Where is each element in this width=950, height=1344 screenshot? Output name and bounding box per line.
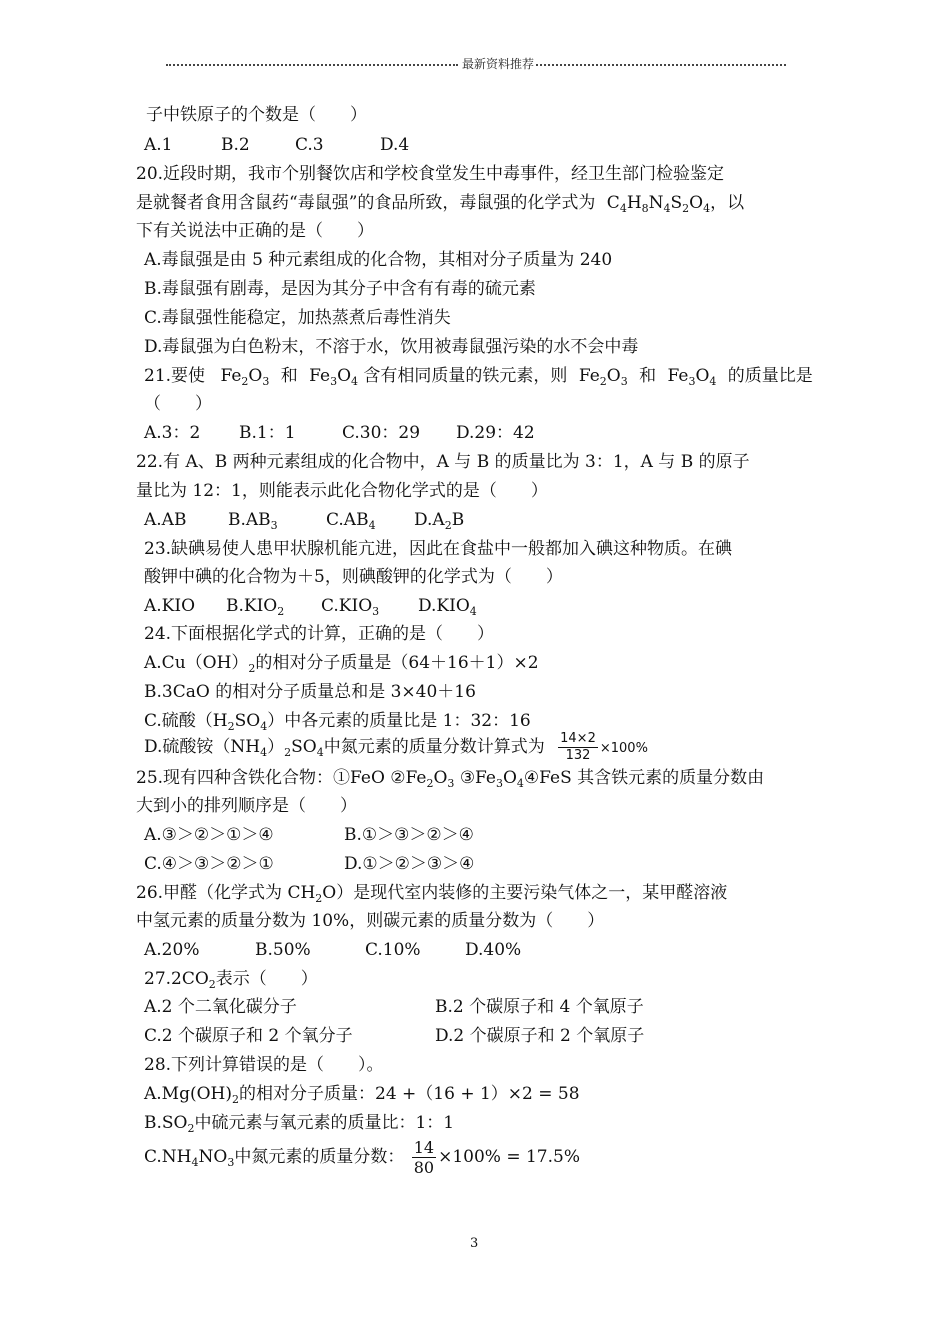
q20-option-a: A.毒鼠强是由 5 种元素组成的化合物，其相对分子质量为 240: [144, 250, 613, 270]
q19-option-b: B.2: [221, 135, 250, 155]
q21-option-b: B.1：1: [239, 423, 296, 443]
q22-option-d: $D.A_2B$: [414, 510, 465, 532]
q26-option-b: B.50%: [255, 940, 311, 960]
q23-stem-line1: 23.缺碘易使人患甲状腺机能亢进，因此在食盐中一般都加入碘这种物质。在碘: [144, 539, 733, 559]
page-header: [166, 52, 786, 76]
q23-option-a: A.KIO: [144, 596, 196, 616]
q28-option-b: $B.SO_2$中硫元素与氧元素的质量比：1：1: [144, 1113, 455, 1135]
formula-fe3o4-b: $Fe_3O_4$: [667, 366, 717, 388]
q27-option-a: A.2 个二氧化碳分子: [144, 997, 297, 1017]
q23-option-c: $C.KIO_3$: [321, 596, 380, 618]
q27-option-c: C.2 个碳原子和 2 个氧分子: [144, 1026, 353, 1046]
q28-option-c: $C.NH_4NO_3$中氮元素的质量分数： $\frac{14}{80}$ ×100% = 17.5%: [144, 1138, 580, 1177]
q19-option-c: C.3: [295, 135, 324, 155]
q20-stem-line1: 20.近段时期，我市个别餐饮店和学校食堂发生中毒事件，经卫生部门检验鉴定: [136, 164, 725, 184]
q20-option-c: C.毒鼠强性能稳定，加热蒸煮后毒性消失: [144, 308, 451, 328]
q20-stem-line3: 下有关说法中正确的是（ ）: [136, 221, 374, 241]
q21-option-a: A.3：2: [144, 423, 201, 443]
q22-stem-line2: 量比为 12：1，则能表示此化合物化学式的是（ ）: [136, 481, 548, 501]
q25-option-a: A.③＞②＞①＞④: [144, 825, 274, 845]
q24-stem: 24.下面根据化学式的计算，正确的是（ ）: [144, 624, 495, 644]
header-dotted-line-left: [166, 64, 458, 66]
q20-formula: $C_4H_8N_4S_2O_4$: [606, 193, 711, 215]
header-title: 最新资料推荐: [462, 57, 535, 71]
q27-stem: $27.2CO_2$表示（ ）: [144, 969, 318, 991]
q23-option-d: $D.KIO_4$: [418, 596, 477, 618]
q28-stem: 28.下列计算错误的是（ ）。: [144, 1055, 384, 1075]
q22-option-b: $B.AB_3$: [228, 510, 278, 532]
q19-option-d: D.4: [380, 135, 410, 155]
q22-stem-line1: 22.有 A、B 两种元素组成的化合物中，A 与 B 的质量比为 3：1，A 与 B 的原子: [136, 452, 750, 472]
header-dotted-line-right: [536, 64, 786, 66]
q19-stem-continuation: 子中铁原子的个数是（ ）: [146, 105, 367, 125]
q26-option-a: A.20%: [144, 940, 200, 960]
q24-fraction: $\frac{14\times 2}{132}$: [560, 731, 596, 763]
q21-stem-line1: 21.要使 $Fe_2O_3$ 和 $Fe_3O_4$ 含有相同质量的铁元素，则 $Fe_2O_3$ 和 $Fe_3O_4$ 的质量比是: [144, 366, 813, 388]
q26-stem-line2: 中氢元素的质量分数为 10%，则碳元素的质量分数为（ ）: [136, 911, 605, 931]
q28-fraction: $\frac{14}{80}$: [413, 1138, 435, 1177]
q27-option-b: B.2 个碳原子和 4 个氧原子: [435, 997, 644, 1017]
q26-stem-line1: 26.甲醛（化学式为 $CH_2O$）是现代室内装修的主要污染气体之一，某甲醛溶液: [136, 883, 728, 905]
q26-option-d: D.40%: [465, 940, 522, 960]
q21-option-c: C.30：29: [342, 423, 421, 443]
q21-stem-line2: （ ）: [144, 394, 212, 414]
q23-stem-line2: 酸钾中碘的化合物为＋5，则碘酸钾的化学式为（ ）: [144, 567, 563, 587]
q25-stem-line1: 25.现有四种含铁化合物：①FeO $②Fe_2O_3$ $③Fe_3O_4④FeS$ 其含铁元素的质量分数由: [136, 768, 765, 790]
q24-option-d: D.硫酸铵$(NH_4)_2SO_4$中氮元素的质量分数计算式为 $\frac{14\times 2}{132}$ ×100%: [144, 731, 648, 763]
q19-option-a: A.1: [144, 135, 173, 155]
q22-option-a: A.AB: [144, 510, 187, 530]
q24-option-c: C.硫酸$(H_2SO_4)$中各元素的质量比是 1：32：16: [144, 711, 531, 733]
q27-option-d: D.2 个碳原子和 2 个氧原子: [435, 1026, 645, 1046]
q25-option-b: B.①＞③＞②＞④: [344, 825, 474, 845]
formula-fe2o3: $Fe_2O_3$: [220, 366, 270, 388]
q21-option-d: D.29：42: [456, 423, 535, 443]
q20-stem-text: 是就餐者食用含鼠药“毒鼠强”的食品所致，毒鼠强的化学式为: [136, 193, 596, 213]
formula-fe3o4: $Fe_3O_4$: [309, 366, 359, 388]
q25-stem-line2: 大到小的排列顺序是（ ）: [136, 796, 357, 816]
q20-stem-line2: 是就餐者食用含鼠药“毒鼠强”的食品所致，毒鼠强的化学式为 $C_4H_8N_4S_2O_4$，以: [136, 193, 745, 215]
q25-option-d: D.①＞②＞③＞④: [344, 854, 475, 874]
q20-option-b: B.毒鼠强有剧毒，是因为其分子中含有有毒的硫元素: [144, 279, 536, 299]
q28-option-a: $A.Mg(OH)_2$的相对分子质量：24 +（16 + 1）×2 = 58: [144, 1084, 580, 1106]
q24-option-a: $A.Cu(OH)_2$的相对分子质量是（64＋16＋1）×2: [144, 653, 539, 675]
q25-option-c: C.④＞③＞②＞①: [144, 854, 274, 874]
q20-option-d: D.毒鼠强为白色粉末，不溶于水，饮用被毒鼠强污染的水不会中毒: [144, 337, 639, 357]
q24-option-b: B.3CaO 的相对分子质量总和是 3×40＋16: [144, 682, 476, 702]
q22-option-c: $C.AB_4$: [326, 510, 376, 532]
q23-option-b: $B.KIO_2$: [226, 596, 285, 618]
page-number: 3: [470, 1236, 479, 1251]
q26-option-c: C.10%: [365, 940, 421, 960]
formula-fe2o3-b: $Fe_2O_3$: [578, 366, 628, 388]
